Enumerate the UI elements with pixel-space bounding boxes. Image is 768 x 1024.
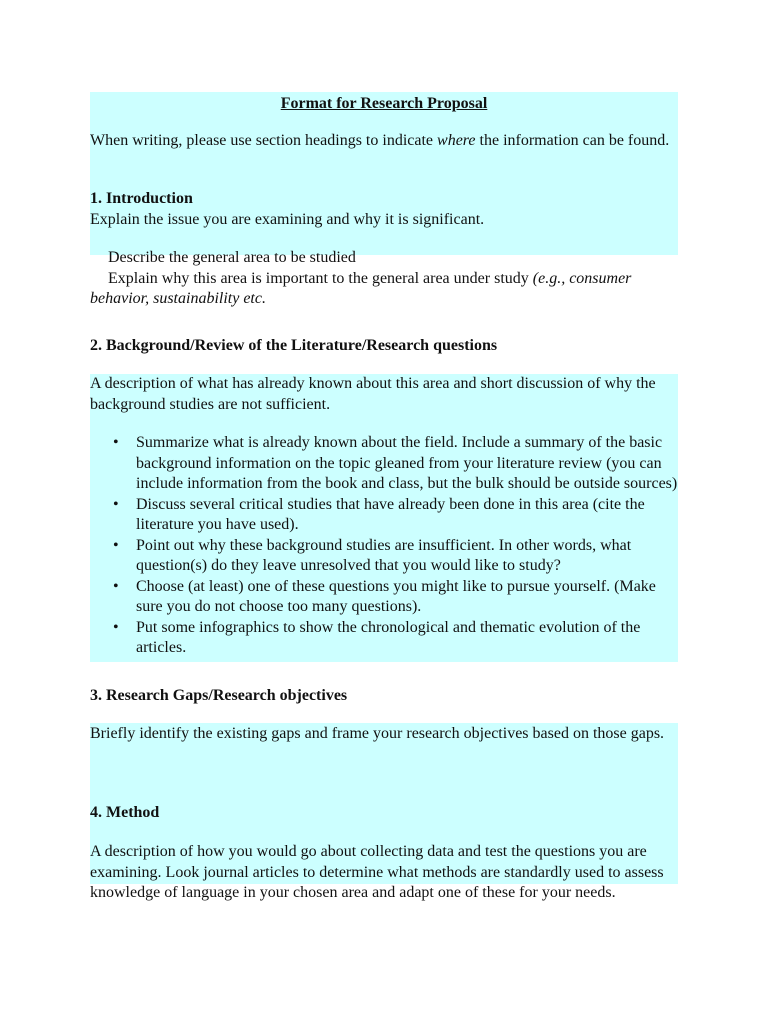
bullet-icon: • <box>113 577 119 595</box>
intro-text-start: When writing, please use section headings to indicate <box>90 132 438 149</box>
research-gaps-text: Briefly identify the existing gaps and frame your research objectives based on those gaps. <box>90 725 665 742</box>
intro-emphasis: where <box>437 132 476 149</box>
list-item-text: Choose (at least) one of these questions you might like to pursue yourself. (Make sure you do not choose too many questions). <box>136 577 656 615</box>
section-heading-literature: 2. Background/Review of the Literature/Research questions <box>90 337 498 354</box>
introduction-line-importance <box>108 269 678 290</box>
list-item <box>90 433 680 495</box>
importance-examples-continued <box>90 289 266 310</box>
bullet-icon: • <box>113 495 119 513</box>
section-heading-introduction: 1. Introduction <box>90 190 193 207</box>
literature-description: A description of what has already known about this area and short discussion of why the background studies are not sufficient. <box>90 375 656 413</box>
list-item <box>90 618 680 659</box>
importance-examples-text: behavior, sustainability etc. <box>90 290 266 307</box>
bullet-icon: • <box>113 618 119 636</box>
introduction-line-general-area: Describe the general area to be studied <box>108 249 356 266</box>
list-item <box>90 536 680 577</box>
importance-text: Explain why this area is important to the general area under study <box>108 270 533 287</box>
list-item <box>90 577 680 618</box>
list-item <box>90 495 680 536</box>
importance-examples: (e.g., consumer <box>532 270 632 287</box>
list-item-text: Summarize what is already known about the field. Include a summary of the basic background information on the topic gleaned from your literature review (you can include information from the book and class, but the bulk should be outside sources) <box>136 434 678 492</box>
page-title: Format for Research Proposal <box>280 95 488 112</box>
intro-paragraph <box>90 131 670 152</box>
introduction-text: Explain the issue you are examining and why it is significant. <box>90 211 485 228</box>
section-heading-research-gaps: 3. Research Gaps/Research objectives <box>90 687 348 704</box>
list-item-text: Point out why these background studies are insufficient. In other words, what question(s) do they leave unresolved that you would like to study? <box>136 536 632 574</box>
list-item-text: Discuss several critical studies that have already been done in this area (cite the literature you have used). <box>136 495 645 533</box>
highlight-block-intro <box>90 92 678 255</box>
section-heading-method: 4. Method <box>90 804 160 821</box>
list-item-text: Put some infographics to show the chronological and thematic evolution of the articles. <box>136 618 641 656</box>
intro-text-end: the information can be found. <box>475 132 670 149</box>
method-text: A description of how you would go about collecting data and test the questions you are examining. Look journal articles to determine what methods are standardly used to assess knowledge of language in your chosen area and adapt one of these for your needs. <box>90 843 664 901</box>
bullet-icon: • <box>113 434 119 451</box>
bullet-icon: • <box>113 536 119 554</box>
literature-bullet-list <box>90 433 680 659</box>
